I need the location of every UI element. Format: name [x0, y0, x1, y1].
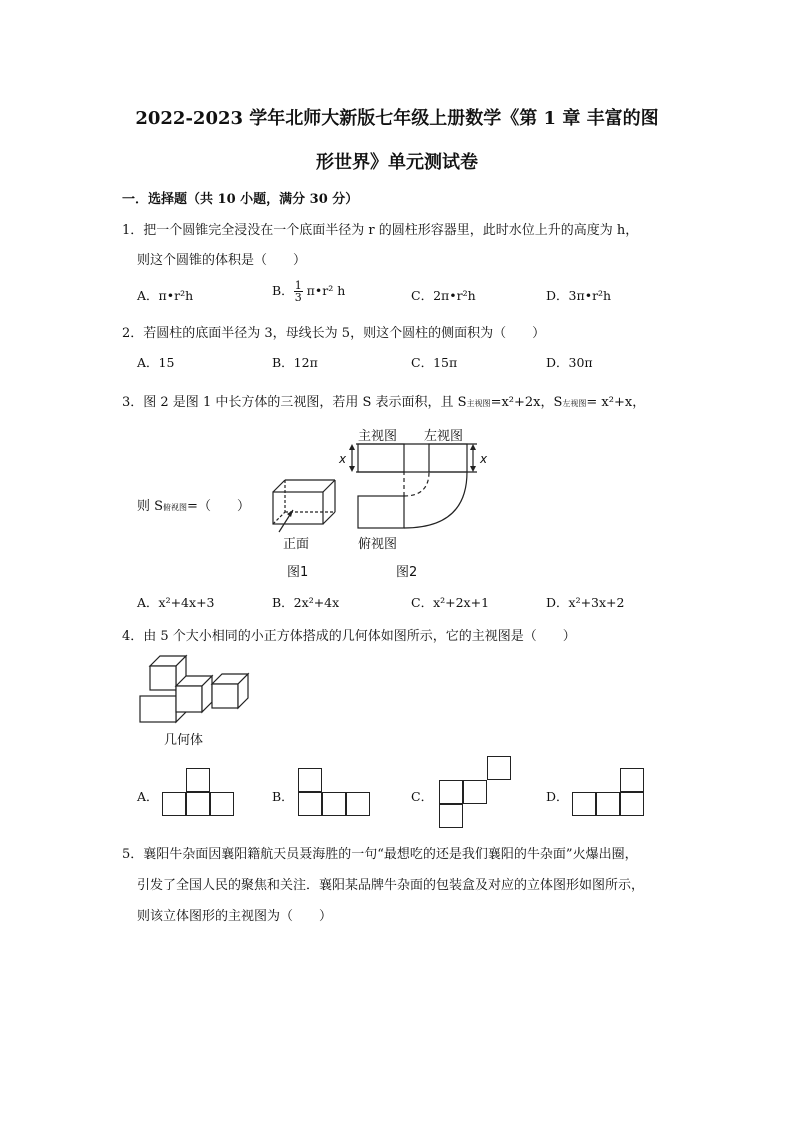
q3-option-b[interactable]: B．2x²+4x [272, 595, 340, 610]
q5-stem-line-3: 则该立体图形的主视图为（ ） [137, 909, 333, 924]
q1-option-a[interactable]: A．π•r²h [137, 288, 194, 303]
q3-stem-text: 则 S [137, 499, 164, 514]
q5-stem-line-2: 引发了全国人民的聚焦和关注．襄阳某品牌牛杂面的包装盒及对应的立体图形如图所示， [137, 878, 645, 893]
q2-option-d[interactable]: D．30π [546, 355, 593, 370]
fraction [294, 280, 303, 303]
square [620, 768, 644, 792]
q2-stem: 2．若圆柱的底面半径为 3，母线长为 5，则这个圆柱的侧面积为（ ） [122, 326, 546, 341]
q1-option-d[interactable]: D．3π•r²h [546, 288, 612, 303]
q1-stem-line-2: 则这个圆锥的体积是（ ） [137, 253, 307, 268]
side-view-label: 左视图 [424, 429, 464, 444]
square [572, 792, 596, 816]
q3-option-d[interactable]: D．x²+3x+2 [546, 595, 625, 610]
q3-stem-line-2 [137, 495, 250, 514]
q4-option-c[interactable]: C． [411, 789, 434, 804]
q3-option-c[interactable]: C．x²+2x+1 [411, 595, 490, 610]
square [596, 792, 620, 816]
x-label-left: x [339, 452, 347, 466]
q4-option-d[interactable]: D． [546, 789, 569, 804]
square [346, 792, 370, 816]
q3-option-a[interactable]: A．x²+4x+3 [137, 595, 215, 610]
subscript: 俯视图 [163, 503, 188, 512]
q3-stem-text: = x²+x， [586, 395, 646, 410]
q1-stem-line-1: 1．把一个圆锥完全浸没在一个底面半径为 r 的圆柱形容器里，此时水位上升的高度为 h， [122, 223, 639, 238]
square [298, 792, 322, 816]
square [186, 768, 210, 792]
q1-option-c[interactable]: C．2π•r²h [411, 288, 476, 303]
q3-stem-line-1 [122, 391, 645, 410]
square [463, 780, 487, 804]
q1-option-b-rest: π•r² h [306, 283, 346, 298]
x-label-right: x [480, 452, 488, 466]
q3-stem-text: =x²+2x，S [490, 395, 563, 410]
square [210, 792, 234, 816]
square [487, 756, 511, 780]
top-view-label: 俯视图 [358, 537, 398, 552]
q3-figure-2-three-views [332, 422, 502, 582]
q4-option-b-figure[interactable] [298, 768, 374, 820]
q4-stem: 4．由 5 个大小相同的小正方体搭成的几何体如图所示，它的主视图是（ ） [122, 629, 576, 644]
fraction-numerator: 1 [294, 279, 302, 292]
square [322, 792, 346, 816]
solid-caption: 几何体 [164, 733, 204, 748]
q2-option-c[interactable]: C．15π [411, 355, 458, 370]
q5-stem-line-1: 5．襄阳牛杂面因襄阳籍航天员聂海胜的一句“最想吃的还是我们襄阳的牛杂面”火爆出圈， [122, 847, 638, 862]
q3-stem-text: =（ ） [187, 499, 250, 514]
figure-1-caption: 图1 [287, 565, 309, 580]
square [298, 768, 322, 792]
front-view-label: 主视图 [358, 429, 398, 444]
q1-option-b[interactable] [272, 280, 345, 303]
q4-option-a[interactable]: A． [137, 789, 159, 804]
square [439, 804, 463, 828]
page-title-line-2: 形世界》单元测试卷 [316, 152, 478, 173]
q4-option-d-figure[interactable] [572, 768, 648, 820]
q1-option-b-label: B． [272, 283, 294, 298]
q2-option-a[interactable]: A．15 [137, 355, 175, 370]
page-title-line-1: 2022-2023 学年北师大新版七年级上册数学《第 1 章 丰富的图 [135, 108, 659, 129]
square [620, 792, 644, 816]
square [439, 780, 463, 804]
figure-2-caption: 图2 [396, 565, 418, 580]
q4-option-a-figure[interactable] [162, 768, 238, 820]
q4-solid-figure [136, 652, 256, 750]
front-face-label: 正面 [283, 537, 310, 552]
square [186, 792, 210, 816]
q2-option-b[interactable]: B．12π [272, 355, 318, 370]
fraction-denominator: 3 [294, 291, 302, 304]
section-heading: 一．选择题（共 10 小题，满分 30 分） [122, 192, 359, 207]
q4-option-b[interactable]: B． [272, 789, 294, 804]
subscript: 左视图 [562, 399, 587, 408]
subscript: 主视图 [466, 399, 491, 408]
square [162, 792, 186, 816]
q4-option-c-figure[interactable] [439, 756, 515, 832]
q3-stem-text: 3．图 2 是图 1 中长方体的三视图，若用 S 表示面积，且 S [122, 395, 467, 410]
